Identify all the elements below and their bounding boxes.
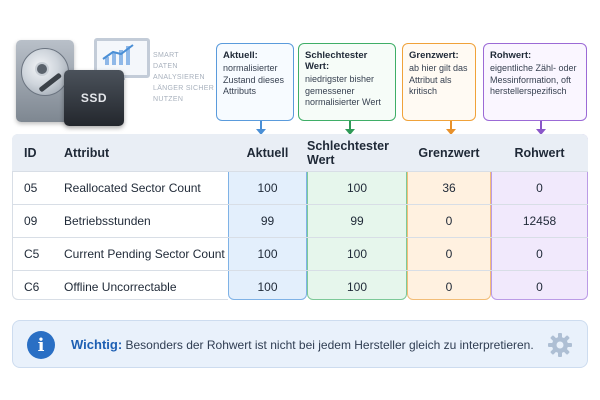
table-row	[12, 204, 588, 238]
cell-grenzwert: 0	[445, 213, 453, 228]
cell-id: C6	[24, 279, 40, 294]
callout-title: Schlechtester Wert:	[305, 50, 368, 72]
table-row	[12, 270, 588, 303]
cell-grenzwert: 0	[445, 246, 453, 261]
callout-schlechtester-wert	[298, 43, 396, 121]
cell-id: 09	[24, 213, 38, 228]
cell-attribut: Betriebsstunden	[64, 213, 151, 228]
info-icon: i	[27, 331, 55, 359]
cell-schlechtester-wert: 100	[346, 246, 368, 261]
cell-grenzwert: 36	[442, 180, 456, 195]
ssd-label: SSD	[80, 91, 108, 105]
callout-aktuell	[216, 43, 294, 121]
callout-text: normalisierter Zustand dieses Attributs	[223, 63, 285, 96]
cell-attribut: Offline Uncorrectable	[64, 279, 177, 294]
header-aktuell: Aktuell	[246, 145, 289, 160]
table-row	[12, 171, 588, 205]
cell-schlechtester-wert: 99	[350, 213, 364, 228]
cell-aktuell: 100	[257, 246, 278, 261]
arrow-down-icon	[450, 121, 452, 131]
callout-text: eigentliche Zähl- oder Messinformation, oft herstellerspezifisch	[490, 63, 577, 96]
tagline-line: NUTZEN	[153, 96, 184, 103]
cell-aktuell: 99	[260, 213, 275, 228]
cell-attribut: Reallocated Sector Count	[64, 180, 201, 195]
banner-strong-label: Wichtig:	[71, 337, 123, 352]
cell-grenzwert: 0	[445, 279, 453, 294]
tagline-line: DATEN	[153, 63, 178, 70]
tagline-line: SMART	[153, 52, 179, 59]
cell-schlechtester-wert: 100	[346, 279, 368, 294]
table-row	[12, 237, 588, 271]
callout-title: Grenzwert:	[409, 50, 459, 61]
callout-text: niedrigster bisher gemessener normalisierter Wert	[305, 74, 381, 107]
cell-id: C5	[24, 246, 40, 261]
header-grenzwert: Grenzwert	[418, 145, 480, 160]
cell-rohwert: 0	[536, 279, 543, 294]
header-schlechtester-wert: Schlechtester Wert	[307, 138, 389, 167]
header-rohwert: Rohwert	[514, 145, 565, 160]
tagline-line: LÄNGER SICHER	[153, 85, 215, 92]
arrow-down-icon	[260, 121, 262, 131]
arrow-down-icon	[540, 121, 542, 131]
callout-grenzwert	[402, 43, 476, 121]
cell-id: 05	[24, 180, 38, 195]
tagline-line: ANALYSIEREN	[153, 74, 205, 81]
gear-icon	[547, 332, 573, 358]
table-header-row	[12, 134, 588, 172]
header-id: ID	[24, 145, 37, 160]
ssd-icon	[64, 70, 124, 126]
callout-title: Aktuell:	[223, 50, 258, 61]
banner-body: Besonders der Rohwert ist nicht bei jedem Hersteller gleich zu interpretieren.	[122, 338, 534, 352]
callout-title: Rohwert:	[490, 50, 532, 61]
callout-text: ab hier gilt das Attribut als kritisch	[409, 63, 468, 96]
disk-spindle	[35, 62, 49, 76]
banner-message	[71, 337, 534, 352]
cell-rohwert: 0	[536, 180, 543, 195]
arrow-down-icon	[349, 121, 351, 131]
cell-rohwert: 0	[536, 246, 543, 261]
cell-aktuell: 100	[257, 180, 278, 195]
callout-rohwert	[483, 43, 587, 121]
cell-attribut: Current Pending Sector Count	[64, 246, 225, 261]
cell-schlechtester-wert: 100	[346, 180, 368, 195]
smart-attribute-table	[12, 134, 588, 300]
cell-aktuell: 100	[257, 279, 278, 294]
info-banner	[12, 320, 588, 368]
cell-rohwert: 12458	[522, 213, 557, 228]
header-attribut: Attribut	[64, 145, 110, 160]
